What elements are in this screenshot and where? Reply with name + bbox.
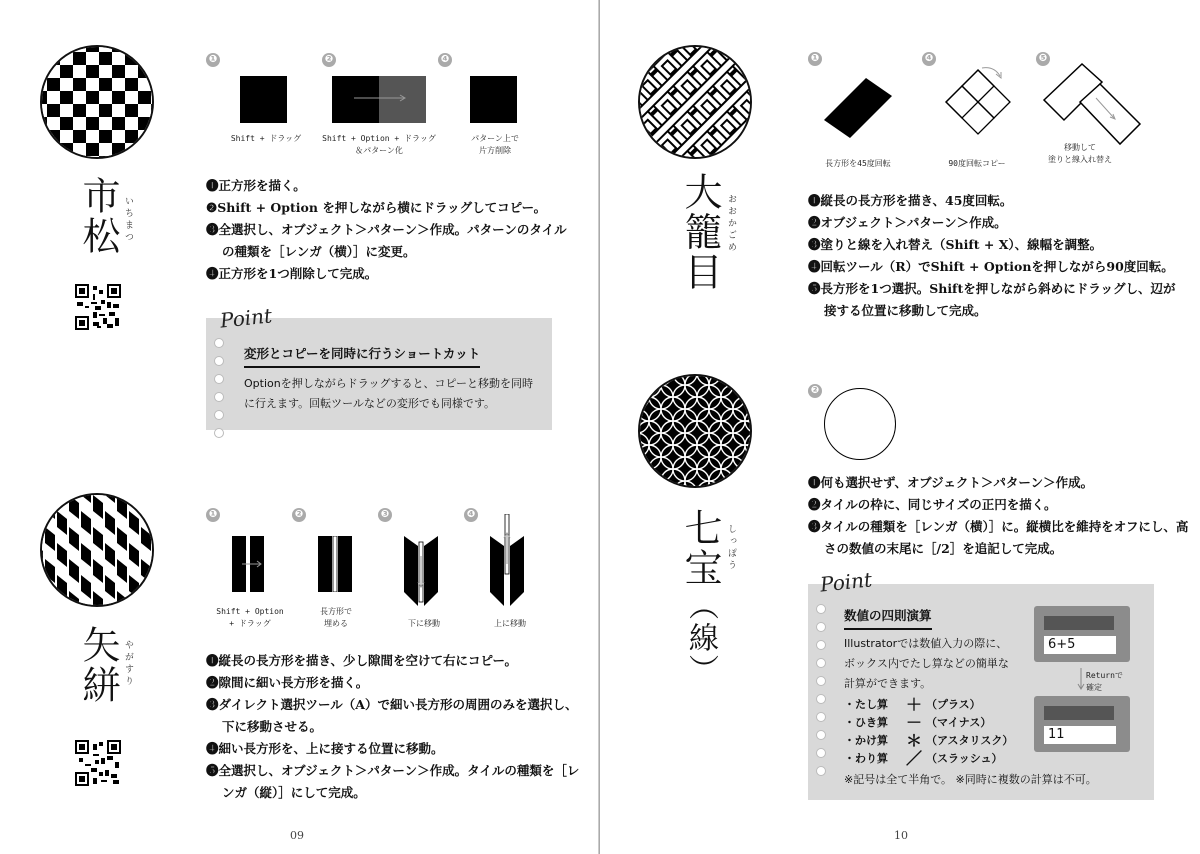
ichimatsu-steps [206, 175, 567, 285]
step-text: 接する位置に移動して完成。 [824, 303, 987, 318]
page-number: 09 [290, 829, 304, 842]
basket-weave-pattern-icon [640, 47, 752, 159]
step-text: ❸タイルの種類を［レンガ（横）］に。縦横比を維持をオフにし、高 [808, 519, 1189, 534]
point-label: Point [218, 303, 274, 333]
point-body-line: 計算ができます。 [844, 677, 932, 690]
two-square-figure [332, 76, 426, 123]
figure-caption: 長方形を45度回転 [825, 159, 891, 168]
move-up-figure [490, 514, 530, 610]
point-heading: 変形とコピーを同時に行うショートカット [244, 344, 480, 368]
operator-row: ・ひき算 － （マイナス） [844, 713, 992, 732]
figure-caption: 下に移動 [408, 619, 440, 628]
step-text: ❶何も選択せず、オブジェクト＞パターン＞作成。 [808, 475, 1094, 490]
point-note: ※記号は全て半角で。 ※同時に複数の計算は不可。 [844, 773, 1097, 786]
step-text: ❸塗りと線を入れ替え（Shift + X）、線幅を調整。 [808, 237, 1103, 252]
calc-input-after [1034, 696, 1130, 752]
step-text: ❶縦長の長方形を描き、少し隙間を空けて右にコピー。 [206, 653, 518, 668]
step-number: ❸ [378, 508, 392, 522]
yagasuri-ruby: やがすり [123, 640, 133, 688]
yagasuri-steps [206, 650, 579, 804]
point-body [844, 634, 1009, 694]
step-text: ❷タイルの枠に、同じサイズの正円を描く。 [808, 497, 1057, 512]
arrow-feather-pattern-icon [42, 495, 154, 607]
step-number: ❶ [206, 508, 220, 522]
step-number: ❹ [922, 52, 936, 66]
binder-holes [816, 604, 826, 776]
shippo-title-sub: （線） [683, 590, 718, 686]
step-number: ❷ [292, 508, 306, 522]
step-number: ❶ [808, 52, 822, 66]
figure-caption: 移動して 塗りと線入れ替え [1048, 143, 1112, 164]
point-label: Point [818, 567, 874, 597]
ichimatsu-title: 市松 [76, 176, 120, 256]
arrow-down-icon [1076, 668, 1086, 692]
binder-holes [214, 338, 224, 438]
figure-caption: Shift + Option + ドラッグ [216, 607, 284, 628]
yagasuri-title: 矢絣 [76, 625, 120, 705]
step-number: ❷ [322, 53, 336, 67]
figure-caption: 長方形で 埋める [320, 607, 352, 628]
figure-caption: Shift + ドラッグ [230, 134, 302, 143]
qr-code-icon [75, 740, 121, 786]
step-text: の種類を［レンガ（横）］に変更。 [222, 244, 416, 259]
two-rectangles-figure [232, 536, 268, 592]
shippo-title: 七宝 [678, 508, 722, 588]
step-number: ❹ [438, 53, 452, 67]
step-text: ❸全選択し、オブジェクト＞パターン＞作成。パターンのタイル [206, 222, 567, 237]
figure-caption: Shift + Option + ドラッグ ＆パターン化 [322, 134, 436, 155]
step-text: ❹細い長方形を、上に接する位置に移動。 [206, 741, 444, 756]
yagasuri-medallion [40, 493, 154, 607]
point-body-line: に行えます。回転ツールなどの変形でも同様です。 [244, 397, 496, 410]
step-text: ❺全選択し、オブジェクト＞パターン＞作成。タイルの種類を［レ [206, 763, 580, 778]
ichimatsu-ruby: いちまつ [123, 196, 133, 244]
point-box [206, 318, 552, 430]
step-number: ❹ [464, 508, 478, 522]
figure-caption: パターン上で 片方削除 [471, 134, 519, 155]
point-body-line: Illustratorでは数値入力の際に、 [844, 637, 1008, 650]
calc-bar [1044, 616, 1114, 630]
step-number: ❷ [808, 384, 822, 398]
figure-caption: 90度回転コピー [948, 159, 1006, 168]
point-heading: 数値の四則演算 [844, 606, 932, 630]
operator-row: ・たし算 ＋ （プラス） [844, 695, 981, 714]
checkerboard-pattern-icon [42, 47, 154, 159]
step-text: ❷隙間に細い長方形を描く。 [206, 675, 369, 690]
point-body-line: Optionを押しながらドラッグすると、コピーと移動を同時 [244, 377, 534, 390]
operator-list [844, 696, 1013, 768]
shippo-medallion [638, 374, 752, 488]
step-text: ❸ダイレクト選択ツール（A）で細い長方形の周囲のみを選択し、 [206, 697, 578, 712]
kagome-steps [808, 190, 1175, 322]
shippo-steps [808, 472, 1188, 560]
step-number: ❺ [1036, 52, 1050, 66]
calc-bar [1044, 706, 1114, 720]
step-text: ❶正方形を描く。 [206, 178, 306, 193]
rotated-rectangle-figure [818, 76, 898, 140]
operator-row: ・かけ算 ＊ （アスタリスク） [844, 731, 1014, 750]
return-caption: Returnで 確定 [1086, 671, 1123, 692]
step-text: ❷オブジェクト＞パターン＞作成。 [808, 215, 1007, 230]
step-text: 下に移動させる。 [222, 719, 323, 734]
step-number: ❶ [206, 53, 220, 67]
kagome-title: 大籠目 [678, 172, 722, 292]
filled-rectangles-figure [318, 536, 354, 592]
point-box [808, 584, 1154, 800]
qr-code-icon [75, 284, 121, 330]
step-text: ❶縦長の長方形を描き、45度回転。 [808, 193, 1013, 208]
shippo-ruby: しっぽう [726, 524, 736, 572]
move-down-figure [404, 536, 444, 610]
step-text: ❹正方形を1つ削除して完成。 [206, 266, 378, 281]
point-body-line: ボックス内でたし算などの簡単な [844, 657, 1009, 670]
step-text: さの数値の末尾に［/2］を追記して完成。 [824, 541, 1063, 556]
operator-row: ・わり算 ／ （スラッシュ） [844, 749, 1003, 768]
point-body [244, 374, 533, 414]
calc-field-after: 11 [1044, 726, 1116, 744]
ichimatsu-medallion [40, 45, 154, 159]
right-page [600, 0, 1200, 854]
rotate-copy-figure [938, 62, 1020, 144]
step-text: ❺長方形を1つ選択。Shiftを押しながら斜めにドラッグし、辺が [808, 281, 1176, 296]
black-square-figure [470, 76, 517, 123]
step-text: ❷Shift + Option を押しながら横にドラッグしてコピー。 [206, 200, 547, 215]
step-text: ❹回転ツール（R）でShift + Optionを押しながら90度回転。 [808, 259, 1174, 274]
calc-input-before [1034, 606, 1130, 662]
kagome-ruby: おおかごめ [726, 194, 736, 254]
figure-caption: 上に移動 [494, 619, 526, 628]
interlocking-circles-pattern-icon [640, 376, 752, 488]
arrow-right-icon [332, 76, 426, 123]
circle-figure [824, 388, 896, 460]
page-number: 10 [894, 829, 908, 842]
step-text: ンガ（縦）］にして完成。 [222, 785, 366, 800]
kagome-medallion [638, 45, 752, 159]
calc-field-before: 6+5 [1044, 636, 1116, 654]
black-square-figure [240, 76, 287, 123]
